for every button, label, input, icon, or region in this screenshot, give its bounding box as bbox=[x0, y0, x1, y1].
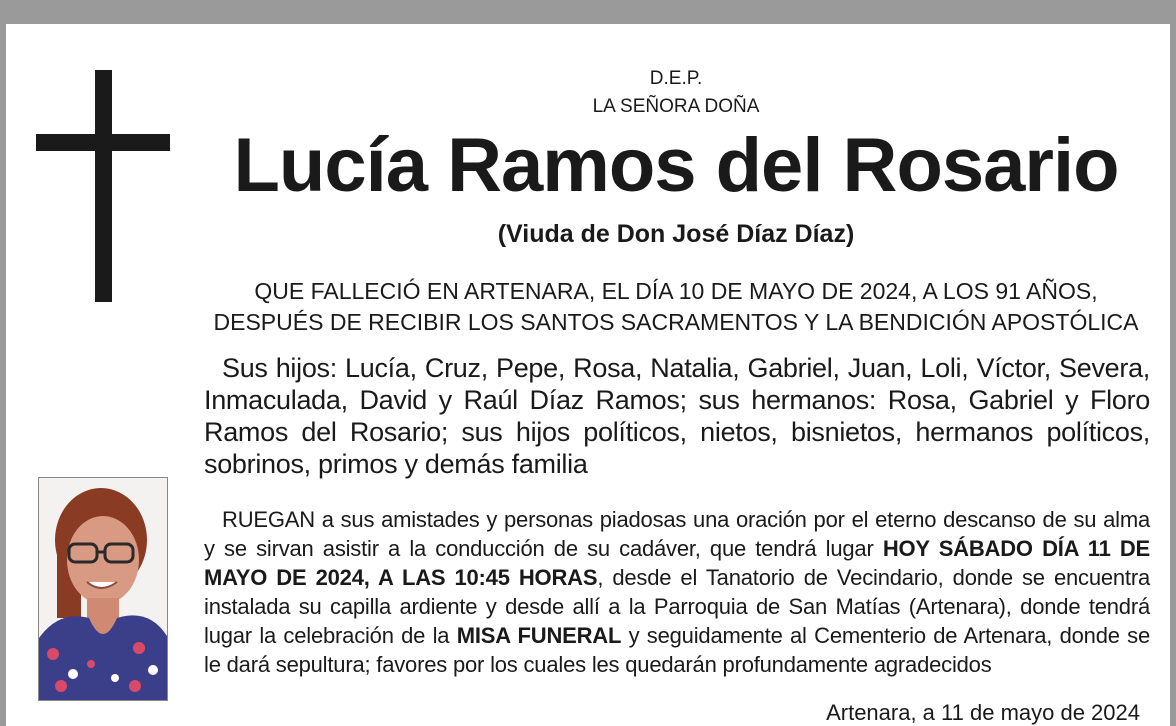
request-text-3: y seguidamente al Cementerio de Artenara, donde se le dará sepultura; favores por los cuales les quedarán profundamente agradecidos bbox=[204, 623, 1150, 677]
request-text-2: , desde el Tanatorio de Vecindario, donde se encuentra instalada su capilla ardiente y desde allí a la Parroquia de San Matías (Artenara), donde tendrá lugar la celebración de la bbox=[204, 565, 1150, 648]
request-text-1: RUEGAN a sus amistades y personas piadosas una oración por el eterno descanso de su alma y se sirvan asistir a la conducción de su cadáver, que tendrá lugar bbox=[204, 507, 1150, 561]
cross-icon bbox=[95, 70, 112, 302]
portrait-image bbox=[39, 478, 167, 700]
death-notice-line-1: QUE FALLECIÓ EN ARTENARA, EL DÍA 10 DE MAYO DE 2024, A LOS 91 AÑOS, bbox=[254, 278, 1098, 304]
place-date-signature: Artenara, a 11 de mayo de 2024 bbox=[826, 700, 1140, 725]
obituary-notice bbox=[6, 24, 1170, 726]
death-notice-line-2: DESPUÉS DE RECIBIR LOS SANTOS SACRAMENTOS Y LA BENDICIÓN APOSTÓLICA bbox=[213, 309, 1139, 335]
widow-of-line: (Viuda de Don José Díaz Díaz) bbox=[497, 220, 855, 248]
honorific-label: LA SEÑORA DOÑA bbox=[592, 96, 760, 117]
funeral-mass-label: MISA FUNERAL bbox=[456, 623, 622, 648]
death-notice bbox=[176, 276, 1176, 338]
portrait-photo bbox=[38, 477, 168, 701]
cross-icon-bar bbox=[36, 134, 170, 151]
family-paragraph: Sus hijos: Lucía, Cruz, Pepe, Rosa, Natalia, Gabriel, Juan, Loli, Víctor, Severa, Inmaculada, David y Raúl Díaz Ramos; sus hermanos: Rosa, Gabriel y Floro Ramos del Rosario; sus hijos políticos, nietos, bisnietos, hermanos políticos, sobrinos, primos y demás familia bbox=[204, 353, 1150, 479]
dep-label: D.E.P. bbox=[649, 68, 703, 89]
funeral-date-time: HOY SÁBADO DÍA 11 DE MAYO DE 2024, A LAS 10:45 HORAS bbox=[204, 536, 1151, 590]
request-paragraph bbox=[204, 505, 1150, 679]
deceased-name: Lucía Ramos del Rosario bbox=[233, 123, 1119, 208]
